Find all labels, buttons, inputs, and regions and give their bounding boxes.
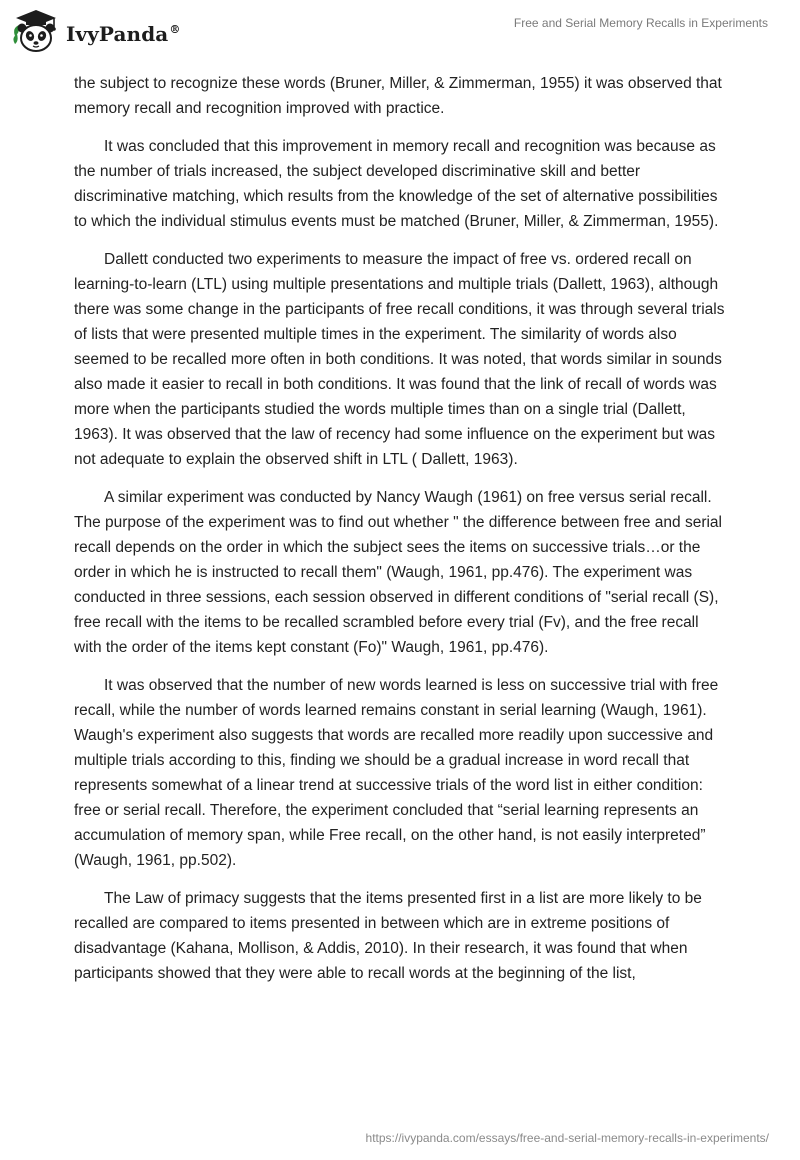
registered-mark: ® bbox=[169, 23, 181, 37]
panda-graduate-logo-icon bbox=[12, 8, 60, 54]
page-header bbox=[0, 0, 800, 64]
source-url[interactable]: https://ivypanda.com/essays/free-and-serial-memory-recalls-in-experiments/ bbox=[365, 1131, 769, 1145]
ivypanda-logo[interactable] bbox=[12, 8, 180, 54]
essay-body bbox=[74, 71, 730, 999]
paragraph-4: A similar experiment was conducted by Nancy Waugh (1961) on free versus serial recall. The purpose of the experiment was to find out whether " the difference between free and serial recall depends on the order in which the subject sees the items on successive trials…or the order in which he is instructed to recall them" (Waugh, 1961, pp.476). The experiment was conducted in three sessions, each session observed in different conditions of "serial recall (S), free recall with the items to be recalled scrambled before every trial (Fv), and the free recall with the order of the items kept constant (Fo)" Waugh, 1961, pp.476). bbox=[74, 489, 722, 656]
brand-name bbox=[66, 22, 180, 46]
paragraph-3: Dallett conducted two experiments to measure the impact of free vs. ordered recall on learning-to-learn (LTL) using multiple presentations and multiple trials (Dallett, 1963), although there was some change in the participants of free recall conditions, it was through several trials of lists that were presented multiple times in the experiment. The similarity of words also seemed to be recalled more often in both conditions. It was noted, that words similar in sounds also made it easier to recall in both conditions. It was found that the link of recall of words was more when the participants studied the words multiple times than on a single trial (Dallett, 1963). It was observed that the law of recency had some influence on the experiment but was not adequate to explain the observed shift in LTL ( Dallett, 1963). bbox=[74, 251, 725, 468]
paragraph-2: It was concluded that this improvement in memory recall and recognition was because as the number of trials increased, the subject developed discriminative skill and better discriminative matching, which results from the knowledge of the set of alternative possibilities to which the individual stimulus events must be matched (Bruner, Miller, & Zimmerman, 1955). bbox=[74, 138, 719, 230]
paragraph-6: The Law of primacy suggests that the items presented first in a list are more likely to be recalled are compared to items presented in between which are in extreme positions of disadvantage (Kahana, Mollison, & Addis, 2010). In their research, it was found that when participants showed that they were able to recall words at the beginning of the list, bbox=[74, 890, 702, 982]
paragraph-5: It was observed that the number of new words learned is less on successive trial with free recall, while the number of words learned remains constant in serial learning (Waugh, 1961). Waugh's experiment also suggests that words are recalled more readily upon successive and multiple trials according to this, finding we should be a gradual increase in word recall that represents somewhat of a linear trend at successive trials of the word list in either condition: free or serial recall. Therefore, the experiment concluded that “serial learning represents an accumulation of memory span, while Free recall, on the other hand, is not easily interpreted” (Waugh, 1961, pp.502). bbox=[74, 677, 719, 869]
paragraph-1: the subject to recognize these words (Bruner, Miller, & Zimmerman, 1955) it was observed that memory recall and recognition improved with practice. bbox=[74, 75, 722, 117]
document-title: Free and Serial Memory Recalls in Experiments bbox=[513, 16, 768, 30]
brand-name-text: IvyPanda bbox=[66, 22, 169, 46]
